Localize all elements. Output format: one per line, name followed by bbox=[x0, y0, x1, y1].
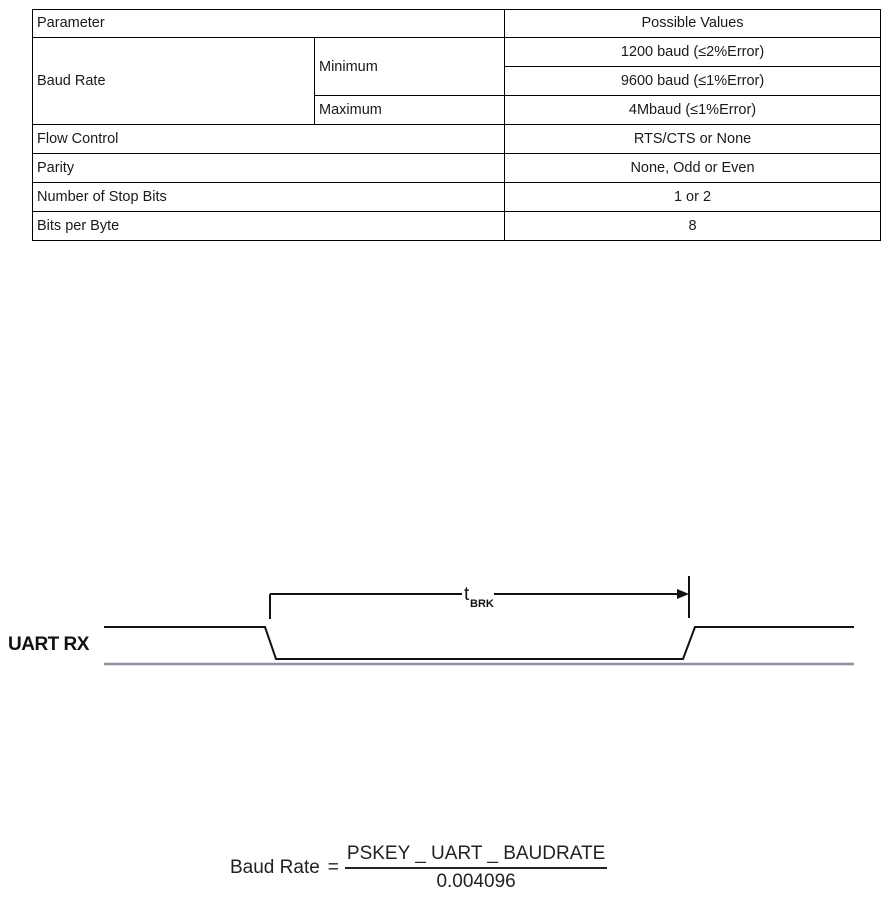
table-row bbox=[33, 125, 881, 154]
header-possible-values: Possible Values bbox=[505, 10, 881, 38]
stop-bits-value: 1 or 2 bbox=[505, 183, 881, 212]
parity-value: None, Odd or Even bbox=[505, 154, 881, 183]
stop-bits-label: Number of Stop Bits bbox=[33, 183, 505, 212]
flow-control-label: Flow Control bbox=[33, 125, 505, 154]
baud-rate-min-value-1: 1200 baud (≤2%Error) bbox=[505, 38, 881, 67]
dimension-arrow-icon bbox=[677, 589, 689, 599]
formula-fraction bbox=[345, 843, 607, 893]
header-parameter: Parameter bbox=[33, 10, 505, 38]
formula-lhs: Baud Rate bbox=[230, 857, 320, 878]
parity-label: Parity bbox=[33, 154, 505, 183]
flow-control-value: RTS/CTS or None bbox=[505, 125, 881, 154]
baud-rate-max-value: 4Mbaud (≤1%Error) bbox=[505, 96, 881, 125]
baud-rate-minimum-label: Minimum bbox=[315, 38, 505, 96]
uart-break-timing-diagram bbox=[0, 570, 892, 680]
table-row bbox=[33, 212, 881, 241]
t-brk-symbol: t bbox=[464, 584, 470, 605]
table-header-row bbox=[33, 10, 881, 38]
uart-rx-label: UART RX bbox=[8, 634, 89, 655]
uart-rx-waveform bbox=[104, 627, 854, 659]
baud-rate-maximum-label: Maximum bbox=[315, 96, 505, 125]
baud-rate-min-value-2: 9600 baud (≤1%Error) bbox=[505, 67, 881, 96]
formula-equals: = bbox=[327, 857, 339, 878]
baud-rate-label: Baud Rate bbox=[33, 38, 315, 125]
formula-denominator: 0.004096 bbox=[436, 871, 516, 892]
t-brk-subscript: BRK bbox=[470, 598, 494, 610]
table-row bbox=[33, 38, 881, 67]
formula-numerator: PSKEY _ UART _ BAUDRATE bbox=[345, 843, 607, 869]
table-row bbox=[33, 183, 881, 212]
baud-rate-formula bbox=[230, 838, 607, 898]
bits-per-byte-value: 8 bbox=[505, 212, 881, 241]
bits-per-byte-label: Bits per Byte bbox=[33, 212, 505, 241]
parameter-table bbox=[32, 9, 881, 241]
table-row bbox=[33, 154, 881, 183]
